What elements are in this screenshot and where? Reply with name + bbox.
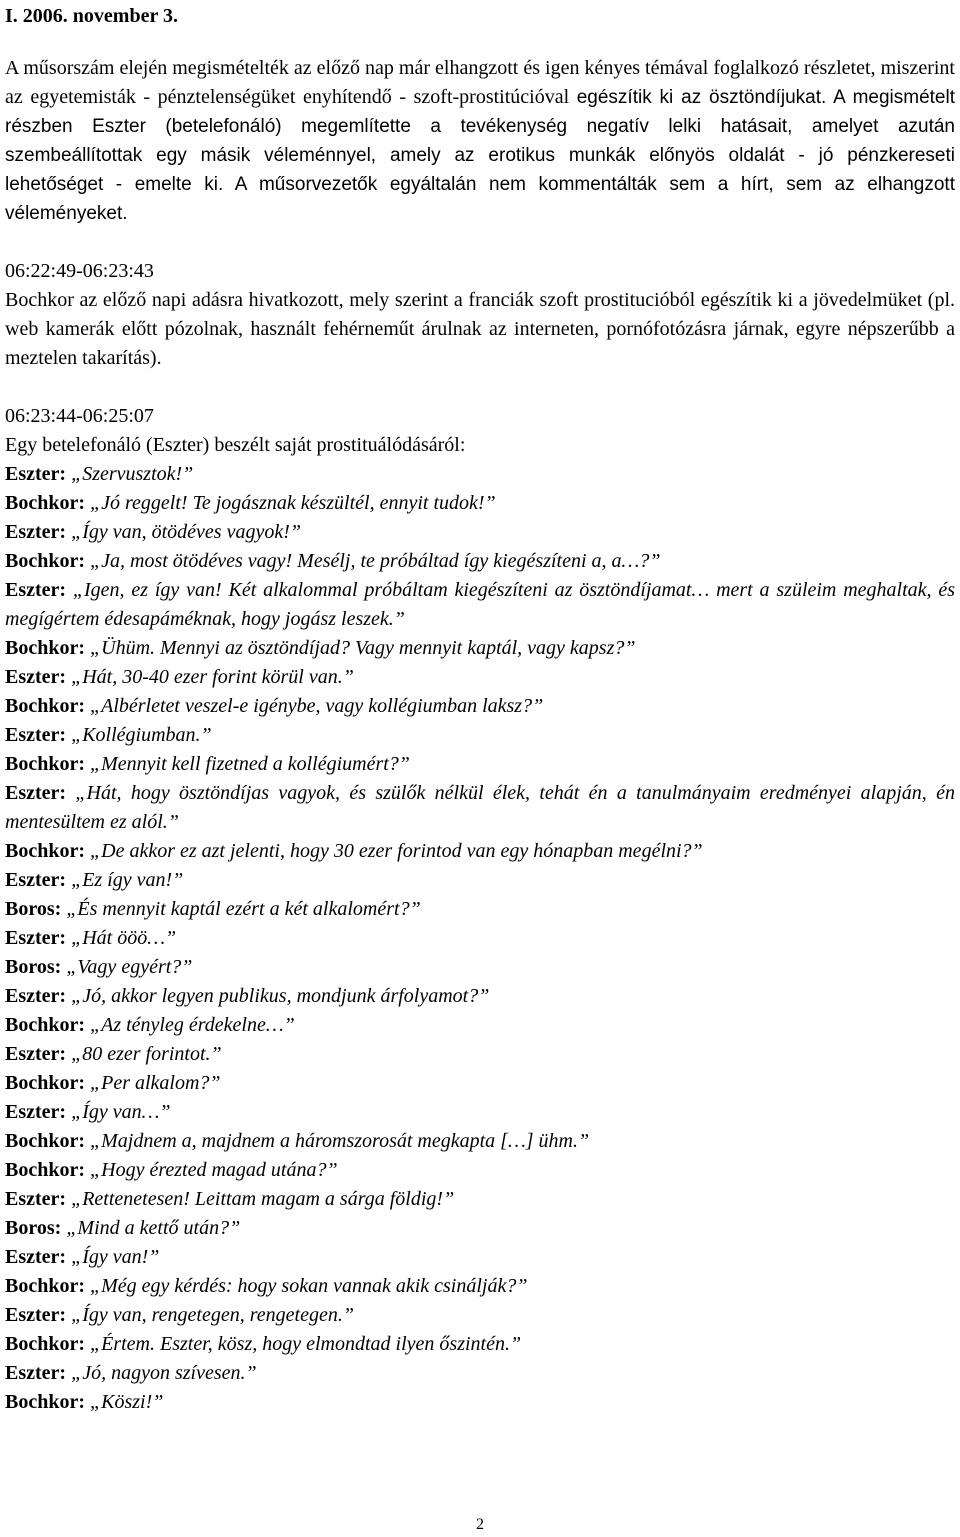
- speaker-name: Bochkor:: [5, 492, 85, 514]
- spoken-text: „Így van, rengetegen, rengetegen.”: [66, 1304, 354, 1326]
- spoken-text: „Ez így van!”: [66, 869, 184, 891]
- spoken-text: „Még egy kérdés: hogy sokan vannak akik csinálják?”: [85, 1275, 528, 1297]
- spoken-text: „Mennyit kell fizetned a kollégiumért?”: [85, 753, 410, 775]
- spoken-text: „Így van, ötödéves vagyok!”: [66, 521, 301, 543]
- speaker-name: Boros:: [5, 956, 62, 978]
- dialogue-line: [5, 576, 955, 634]
- dialogue-line: [5, 1127, 955, 1156]
- spoken-text: „Köszi!”: [85, 1391, 164, 1413]
- dialogue-line: [5, 518, 955, 547]
- spoken-text: „De akkor ez azt jelenti, hogy 30 ezer forintod van egy hónapban megélni?”: [85, 840, 703, 862]
- dialogue-line: [5, 1156, 955, 1185]
- spacer: [5, 228, 955, 257]
- speaker-name: Eszter:: [5, 666, 67, 688]
- dialogue-line: [5, 1330, 955, 1359]
- speaker-name: Bochkor:: [5, 1275, 85, 1297]
- dialogue-line: [5, 663, 955, 692]
- speaker-name: Eszter:: [5, 579, 67, 601]
- dialogue-line: [5, 1243, 955, 1272]
- spoken-text: „Az tényleg érdekelne…”: [85, 1014, 295, 1036]
- dialogue-line: [5, 924, 955, 953]
- dialogue-line: [5, 1214, 955, 1243]
- document-page: [5, 2, 955, 1417]
- dialogue-line: [5, 489, 955, 518]
- spoken-text: „Hát, hogy ösztöndíjas vagyok, és szülők nélkül élek, tehát én a tanulmányaim eredményei alapján, én mentesültem ez alól.”: [5, 782, 955, 833]
- dialogue-line: [5, 866, 955, 895]
- speaker-name: Eszter:: [5, 1304, 67, 1326]
- spoken-text: „Ühüm. Mennyi az ösztöndíjad? Vagy mennyit kaptál, vagy kapsz?”: [85, 637, 636, 659]
- spoken-text: „Jó, nagyon szívesen.”: [66, 1362, 257, 1384]
- spoken-text: „És mennyit kaptál ezért a két alkalomért?”: [61, 898, 421, 920]
- dialogue-line: [5, 779, 955, 837]
- speaker-name: Eszter:: [5, 1188, 67, 1210]
- dialogue-line: [5, 1185, 955, 1214]
- speaker-name: Bochkor:: [5, 1391, 85, 1413]
- speaker-name: Eszter:: [5, 927, 67, 949]
- dialogue-line: [5, 837, 955, 866]
- speaker-name: Eszter:: [5, 1101, 67, 1123]
- speaker-name: Boros:: [5, 1217, 62, 1239]
- segment1-timestamp: 06:22:49-06:23:43: [5, 260, 154, 282]
- speaker-name: Bochkor:: [5, 840, 85, 862]
- intro-paragraph: [5, 54, 955, 228]
- dialogue-line: [5, 750, 955, 779]
- spoken-text: „Majdnem a, majdnem a háromszorosát megkapta […] ühm.”: [85, 1130, 590, 1152]
- spoken-text: „Per alkalom?”: [85, 1072, 221, 1094]
- speaker-name: Eszter:: [5, 1362, 67, 1384]
- dialogue-line: [5, 634, 955, 663]
- spoken-text: „Ja, most ötödéves vagy! Mesélj, te próbáltad így kiegészíteni a, a…?”: [85, 550, 661, 572]
- speaker-name: Bochkor:: [5, 753, 85, 775]
- dialogue-line: [5, 1098, 955, 1127]
- speaker-name: Bochkor:: [5, 550, 85, 572]
- dialogue-transcript: [5, 460, 955, 1417]
- speaker-name: Eszter:: [5, 782, 67, 804]
- speaker-name: Eszter:: [5, 869, 67, 891]
- dialogue-line: [5, 1359, 955, 1388]
- spoken-text: „Jó reggelt! Te jogásznak készültél, ennyit tudok!”: [85, 492, 496, 514]
- intro-text-serif: A műsorszám elején megismételték az előző nap már elhangzott és igen kényes témával foglalkozó részletet, miszerint az egyetemisták - pénztelenségüket enyhítendő - szoft-prostitúcióval: [5, 57, 955, 108]
- speaker-name: Bochkor:: [5, 1130, 85, 1152]
- spoken-text: „Hát ööö…”: [66, 927, 177, 949]
- dialogue-line: [5, 692, 955, 721]
- dialogue-line: [5, 1040, 955, 1069]
- speaker-name: Bochkor:: [5, 1014, 85, 1036]
- dialogue-line: [5, 1388, 955, 1417]
- spoken-text: „Szervusztok!”: [66, 463, 194, 485]
- spoken-text: „Rettenetesen! Leittam magam a sárga földig!”: [66, 1188, 455, 1210]
- page-heading: I. 2006. november 3.: [5, 5, 178, 27]
- speaker-name: Eszter:: [5, 463, 67, 485]
- speaker-name: Bochkor:: [5, 1072, 85, 1094]
- spoken-text: „Értem. Eszter, kösz, hogy elmondtad ilyen őszintén.”: [85, 1333, 522, 1355]
- spacer: [5, 373, 955, 402]
- spoken-text: „80 ezer forintot.”: [66, 1043, 222, 1065]
- dialogue-line: [5, 1301, 955, 1330]
- dialogue-line: [5, 982, 955, 1011]
- speaker-name: Eszter:: [5, 1246, 67, 1268]
- speaker-name: Eszter:: [5, 1043, 67, 1065]
- speaker-name: Bochkor:: [5, 1159, 85, 1181]
- speaker-name: Eszter:: [5, 521, 67, 543]
- spoken-text: „Jó, akkor legyen publikus, mondjunk árfolyamot?”: [66, 985, 490, 1007]
- spoken-text: „Albérletet veszel-e igénybe, vagy kollégiumban laksz?”: [85, 695, 544, 717]
- spoken-text: „Hát, 30-40 ezer forint körül van.”: [66, 666, 354, 688]
- speaker-name: Eszter:: [5, 985, 67, 1007]
- segment1-text: Bochkor az előző napi adásra hivatkozott, mely szerint a franciák szoft prostitucióból egészítik ki a jövedelmüket (pl. web kamerák előtt pózolnak, használt fehérneműt árulnak az interneten, pornófotózásra járnak, egyre népszerűbb a meztelen takarítás).: [5, 289, 955, 369]
- dialogue-line: [5, 1069, 955, 1098]
- spoken-text: „Kollégiumban.”: [66, 724, 212, 746]
- speaker-name: Bochkor:: [5, 695, 85, 717]
- dialogue-line: [5, 895, 955, 924]
- speaker-name: Eszter:: [5, 724, 67, 746]
- page-number: 2: [476, 1516, 484, 1533]
- segment2-intro: Egy betelefonáló (Eszter) beszélt saját prostituálódásáról:: [5, 434, 466, 456]
- dialogue-line: [5, 1011, 955, 1040]
- dialogue-line: [5, 1272, 955, 1301]
- spoken-text: „Így van!”: [66, 1246, 160, 1268]
- spoken-text: „Vagy egyért?”: [61, 956, 193, 978]
- spoken-text: „Így van…”: [66, 1101, 171, 1123]
- intro-text-sans: egészítik ki az ösztöndíjukat. A megismételt részben Eszter (betelefonáló) megemlítette a tevékenység negatív lelki hatásait, amelyet azután szembeállítottak egy másik véleménnyel, amely az erotikus munkák előnyös oldalát - jó pénzkereseti lehetőséget - emelte ki. A műsorvezetők egyáltalán nem kommentálták sem a hírt, sem az elhangzott véleményeket.: [5, 87, 955, 224]
- segment2-timestamp: 06:23:44-06:25:07: [5, 405, 154, 427]
- speaker-name: Bochkor:: [5, 637, 85, 659]
- speaker-name: Boros:: [5, 898, 62, 920]
- spoken-text: „Mind a kettő után?”: [61, 1217, 241, 1239]
- spoken-text: „Hogy érezted magad utána?”: [85, 1159, 338, 1181]
- dialogue-line: [5, 547, 955, 576]
- dialogue-line: [5, 953, 955, 982]
- spoken-text: „Igen, ez így van! Két alkalommal próbáltam kiegészíteni az ösztöndíjamat… mert a szüleim meghaltak, és megígértem édesapáméknak, hogy jogász leszek.”: [5, 579, 955, 630]
- dialogue-line: [5, 721, 955, 750]
- speaker-name: Bochkor:: [5, 1333, 85, 1355]
- dialogue-line: [5, 460, 955, 489]
